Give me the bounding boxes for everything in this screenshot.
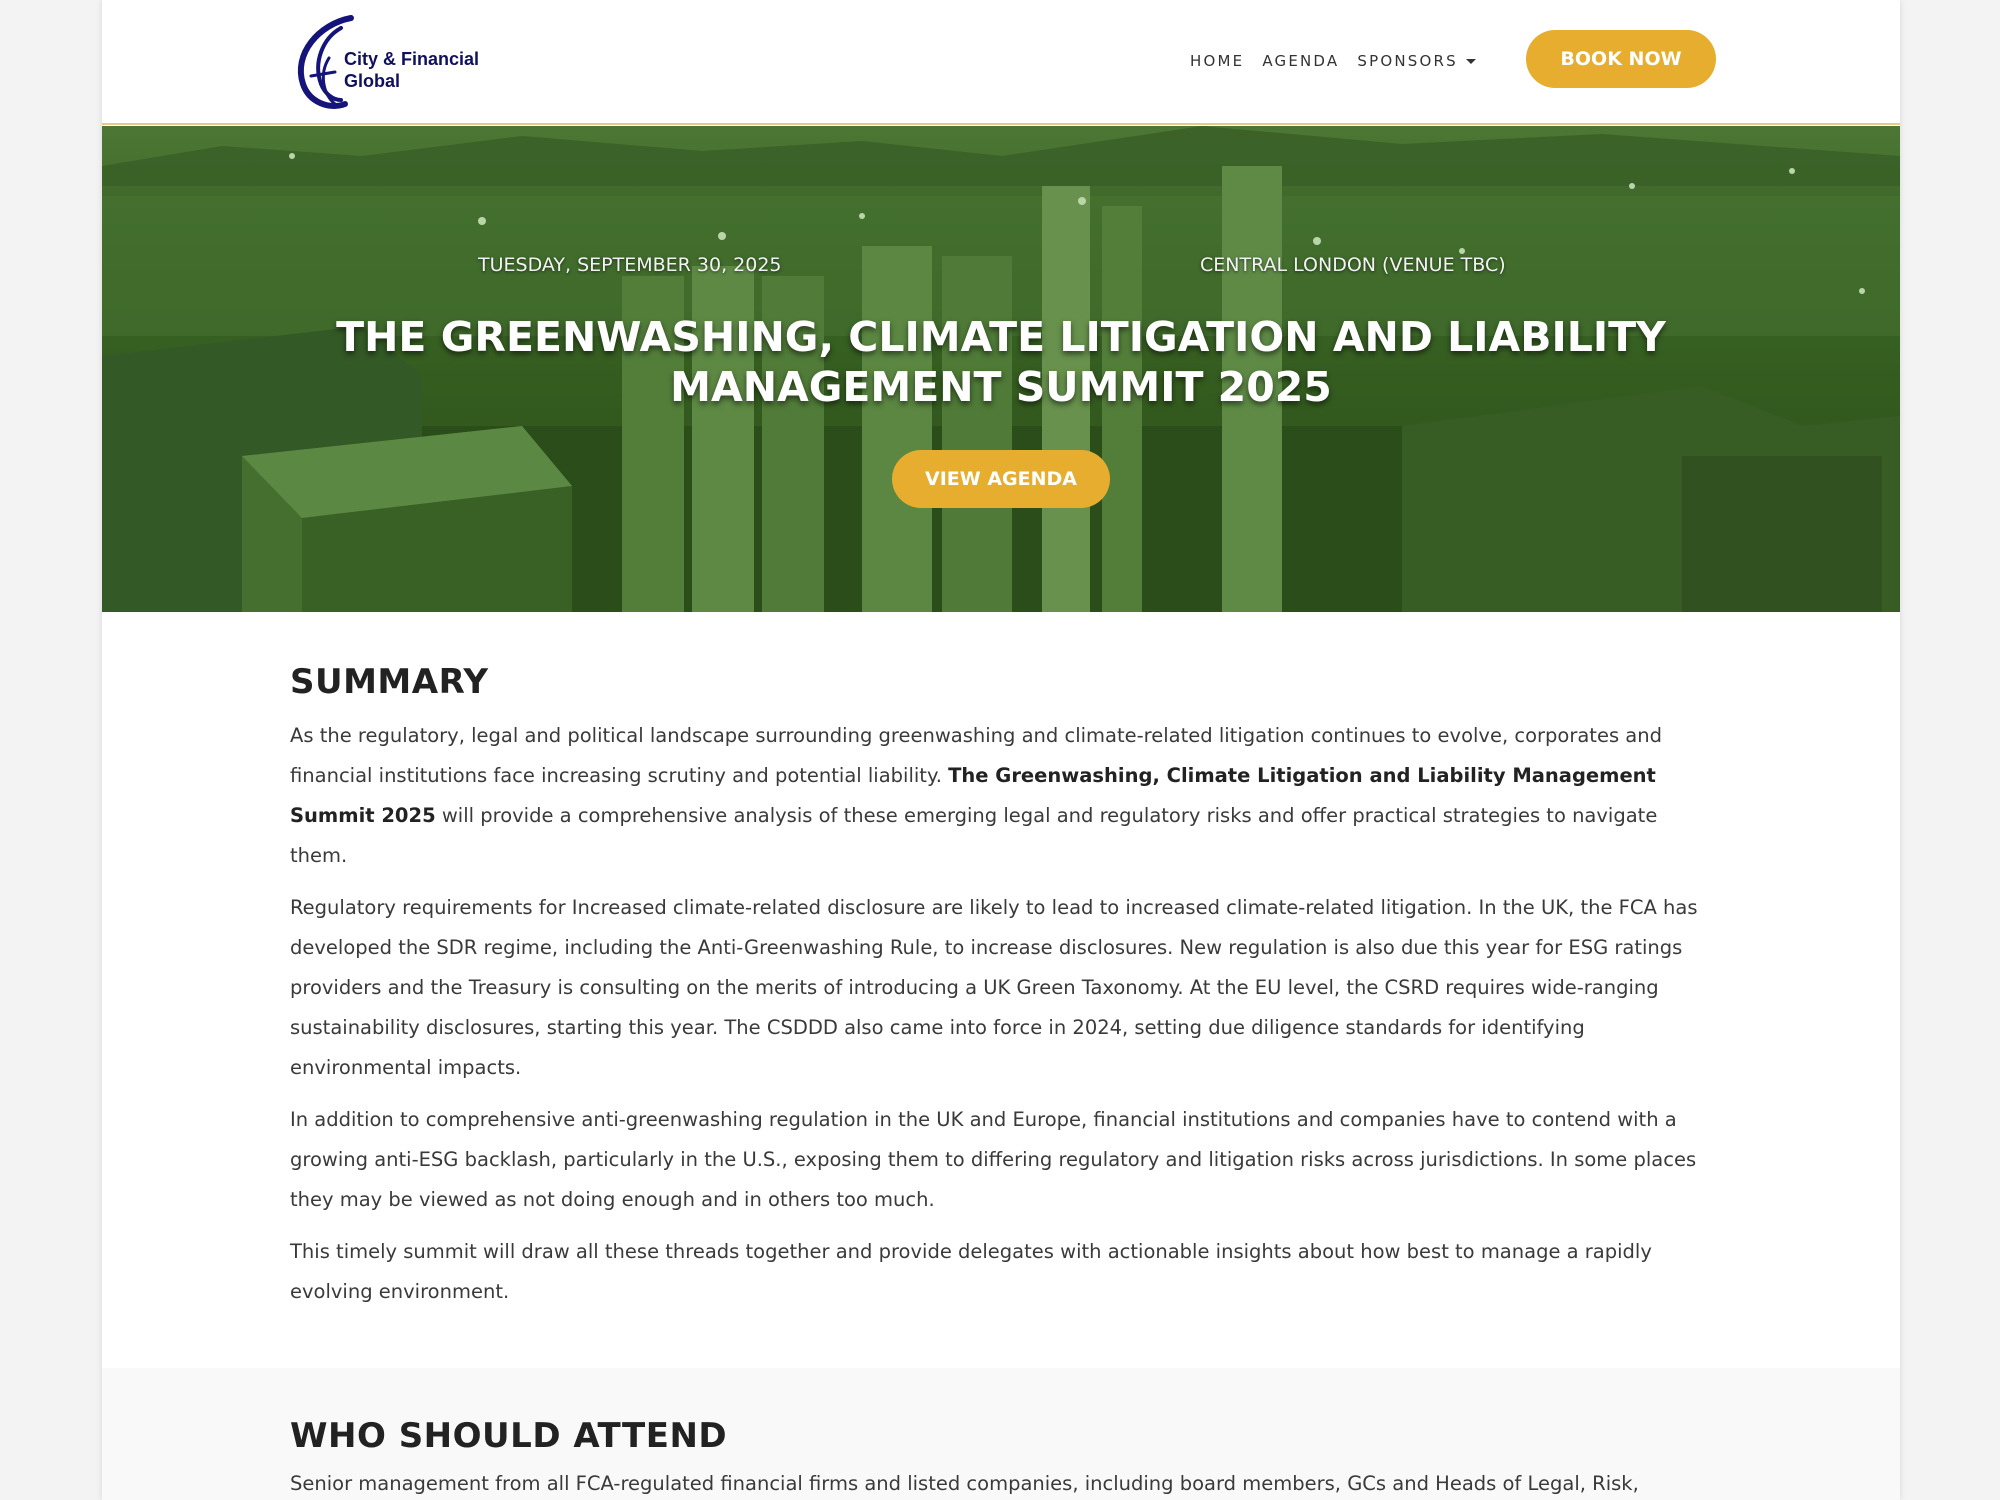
summary-paragraph-4: This timely summit will draw all these threads together and provide delegates with actionable insights about how best to manage a rapidly evolving environment. bbox=[290, 1240, 1652, 1303]
hero-banner bbox=[102, 126, 1900, 612]
summary-content bbox=[290, 662, 1714, 1324]
nav-item-sponsors-label: SPONSORS bbox=[1357, 52, 1458, 70]
nav-item-agenda[interactable]: AGENDA bbox=[1262, 52, 1340, 70]
summary-paragraph-2: Regulatory requirements for Increased climate-related disclosure are likely to lead to increased climate-related litigation. In the UK, the FCA has developed the SDR regime, including the Anti-Greenwashing Rule, to increase disclosures. New regulation is also due this year for ESG ratings providers and the Treasury is consulting on the merits of introducing a UK Green Taxonomy. At the EU level, the CSRD requires wide-ranging sustainability disclosures, starting this year. The CSDDD also came into force in 2024, setting due diligence standards for identifying environmental impacts. bbox=[290, 896, 1698, 1079]
summary-section bbox=[102, 612, 1900, 1368]
nav-item-sponsors[interactable] bbox=[1357, 52, 1475, 70]
page bbox=[102, 0, 1900, 1500]
attend-heading: WHO SHOULD ATTEND bbox=[290, 1416, 728, 1456]
who-should-attend-section bbox=[102, 1368, 1900, 1500]
logo-line2: Global bbox=[344, 71, 401, 91]
attend-paragraph: Senior management from all FCA-regulated financial firms and listed companies, including board members, GCs and Heads of Legal, Risk, bbox=[290, 1472, 1639, 1495]
caret-down-icon bbox=[1466, 59, 1476, 64]
event-date: TUESDAY, SEPTEMBER 30, 2025 bbox=[478, 254, 782, 276]
logo-line1: City & Financial bbox=[344, 49, 480, 69]
nav-item-home[interactable]: HOME bbox=[1190, 52, 1245, 70]
site-header bbox=[102, 0, 1900, 125]
event-location: CENTRAL LONDON (VENUE TBC) bbox=[1200, 254, 1506, 276]
logo-text bbox=[344, 48, 479, 92]
summary-heading: SUMMARY bbox=[290, 662, 489, 702]
summary-p1-bold: The Greenwashing, Climate Litigation and Liability Management Summit 2025 bbox=[290, 764, 1656, 827]
attend-content bbox=[290, 1416, 1714, 1500]
summary-p1-start: As the regulatory, legal and political landscape surrounding greenwashing and climate-related litigation continues to evolve, corporates and financial institutions face increasing scrutiny and potential liability. bbox=[290, 724, 1662, 787]
summary-paragraph-3: In addition to comprehensive anti-greenwashing regulation in the UK and Europe, financial institutions and companies have to contend with a growing anti-ESG backlash, particularly in the U.S., exposing them to differing regulatory and litigation risks across jurisdictions. In some places they may be viewed as not doing enough and in others too much. bbox=[290, 1108, 1697, 1211]
summary-p1-end: will provide a comprehensive analysis of these emerging legal and regulatory risks and offer practical strategies to navigate them. bbox=[290, 804, 1658, 867]
main-nav bbox=[1190, 52, 1494, 70]
view-agenda-button[interactable]: VIEW AGENDA bbox=[892, 450, 1110, 508]
event-title: THE GREENWASHING, CLIMATE LITIGATION AND LIABILITY MANAGEMENT SUMMIT 2025 bbox=[336, 313, 1666, 411]
book-now-button[interactable]: BOOK NOW bbox=[1526, 30, 1716, 88]
summary-paragraph-1 bbox=[290, 716, 1714, 876]
